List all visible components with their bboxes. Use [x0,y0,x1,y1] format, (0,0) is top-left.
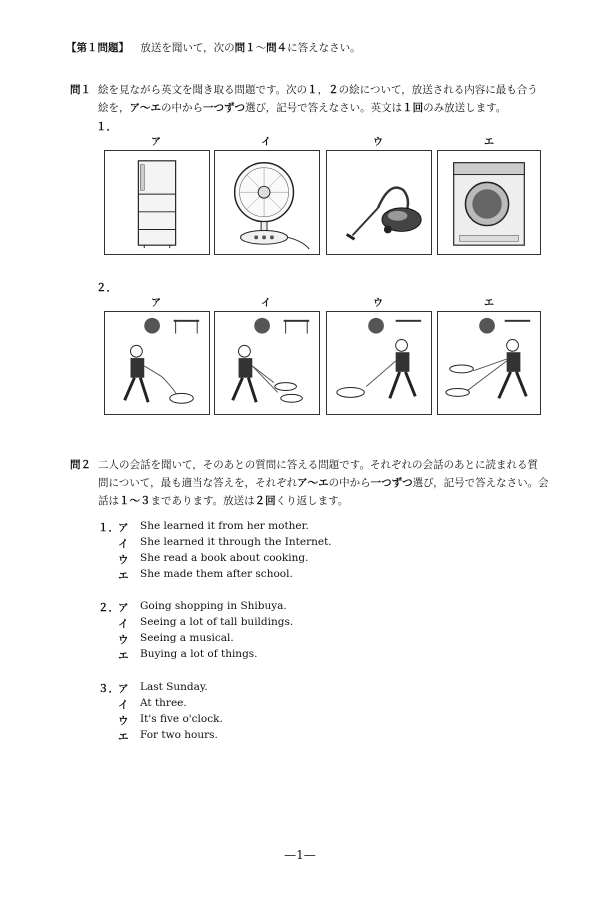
answer-text: Last Sunday. [140,681,208,693]
washing-machine-illustration [437,150,541,255]
q2-instruction-line-2 [98,475,549,490]
set1-option-e: エ [484,137,494,148]
q1-line1-num-2: ２ [328,84,339,96]
answer-key: ア [118,602,129,614]
answer-text: She read a book about cooking. [140,552,309,564]
q1-line2-text-b: の中から [161,102,203,114]
refrigerator-illustration [104,150,210,255]
boy-pulled-by-two-dogs-illustration [437,311,541,415]
header-instruction-2: に答えなさい。 [287,42,361,54]
q1-sub2-number: ２． [96,282,117,294]
q1-instruction-line-1 [98,82,538,97]
answer-text: She made them after school. [140,568,293,580]
q1-line2-bold-3: １回 [402,102,424,114]
q2-instruction-line-1: 二人の会話を聞いて，そのあとの質問に答える問題です。それぞれの会話のあとに読まれる質 [98,459,538,471]
q2-1-number: １． [98,522,119,534]
answer-key: エ [118,570,129,582]
q1-line2-bold-2: 一つずつ [203,102,245,114]
answer-key: ア [118,683,129,695]
answer-key: ウ [118,715,129,727]
part-header [66,40,361,55]
q2-line3-bold-1: １～３ [119,495,151,507]
q2-line2-text-c: 選び，記号で答えなさい。会 [412,477,549,489]
answer-key: イ [118,699,129,711]
boy-walking-one-dog-illustration [104,311,210,415]
answer-key: エ [118,650,129,662]
answer-text: At three. [140,697,187,709]
boy-pulled-by-one-dog-illustration [326,311,432,415]
q1-line2-text-a: 絵を， [98,102,130,114]
answer-text: She learned it from her mother. [140,520,309,532]
q2-2-number: ２． [98,602,119,614]
q2-instruction-line-3 [98,493,348,508]
page-number: —1— [284,848,316,862]
q1-line1-text-a: 絵を見ながら英文を聞き取る問題です。次の [98,84,308,96]
q2-line3-text-c: くり返します。 [275,495,349,507]
q1-line1-text-b: ， [317,84,329,96]
header-q-range-a: 問１ [234,42,256,54]
q1-sub1-number: １． [96,121,117,133]
answer-key: イ [118,538,129,550]
q2-3-number: ３． [98,683,119,695]
q2-line3-bold-2: ２回 [254,495,276,507]
answer-text: For two hours. [140,729,218,741]
vacuum-cleaner-illustration [326,150,432,255]
q1-line1-text-c: の絵について，放送される内容に最も合う [338,84,538,96]
answer-text: She learned it through the Internet. [140,536,332,548]
answer-key: エ [118,731,129,743]
answer-text: Going shopping in Shibuya. [140,600,287,612]
answer-key: ア [118,522,129,534]
answer-text: Seeing a lot of tall buildings. [140,616,294,628]
set2-option-a: ア [151,298,161,309]
q2-line3-text-a: 話は [98,495,119,507]
set1-option-u: ウ [373,137,383,148]
header-instruction-1: 放送を聞いて，次の [140,42,235,54]
answer-text: Seeing a musical. [140,632,234,644]
q2-line2-bold-2: 一つずつ [370,477,413,489]
answer-key: ウ [118,554,129,566]
q2-line2-bold-1: ア～エ [297,477,329,489]
part-label: 【第１問題】 [66,42,129,54]
q2-label: 問２ [70,459,91,471]
q1-line2-text-d: のみ放送します。 [423,102,507,114]
answer-text: Buying a lot of things. [140,648,258,660]
set2-option-u: ウ [373,298,383,309]
q2-line2-text-a: 問について，最も適当な答えを，それぞれ [98,477,298,489]
answer-key: ウ [118,634,129,646]
q1-line1-num-1: １ [307,84,318,96]
q1-instruction-line-2 [98,100,506,115]
q2-line2-text-b: の中から [328,477,371,489]
answer-key: イ [118,618,129,630]
header-range-sep: ～ [255,42,267,54]
set2-option-e: エ [484,298,494,309]
q1-line2-bold-1: ア～エ [129,102,161,114]
set1-option-i: イ [261,137,271,148]
electric-fan-illustration [214,150,320,255]
set2-option-i: イ [261,298,271,309]
answer-text: It's five o'clock. [140,713,223,725]
set1-option-a: ア [151,137,161,148]
boy-walking-two-dogs-illustration [214,311,320,415]
q2-line3-text-b: まであります。放送は [150,495,255,507]
header-q-range-b: 問４ [266,42,288,54]
q1-line2-text-c: 選び，記号で答えなさい。英文は [245,102,403,114]
q1-label: 問１ [70,84,91,96]
